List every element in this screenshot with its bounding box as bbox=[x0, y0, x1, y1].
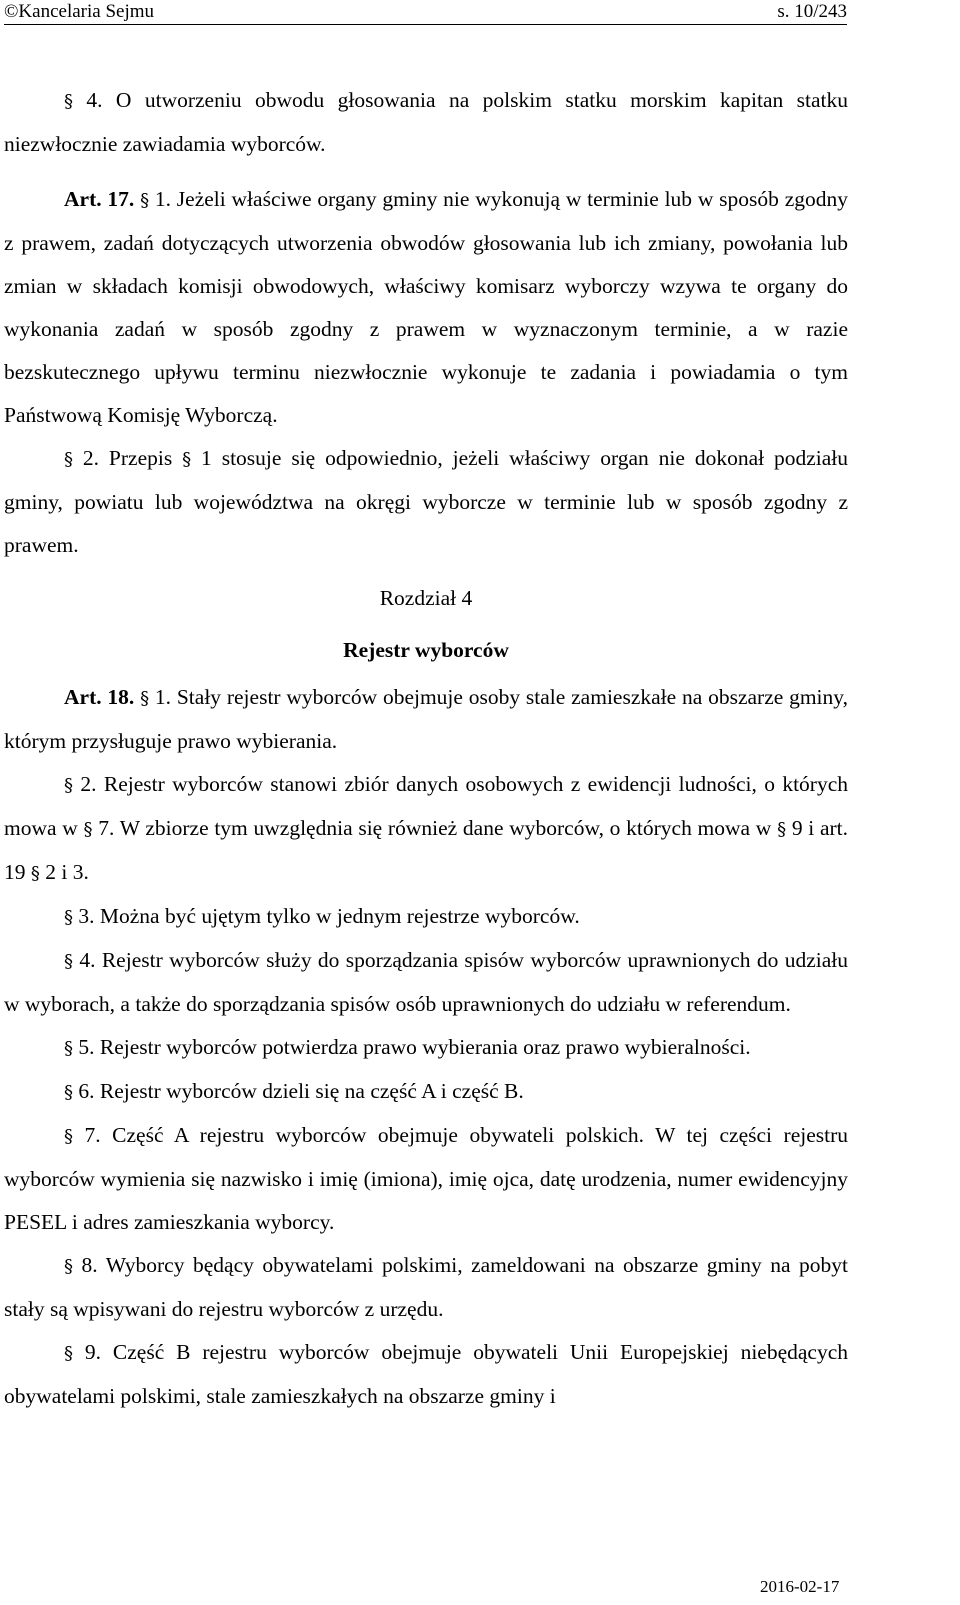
paragraph-text: 2. Rejestr wyborców stanowi zbiór danych osobowych z ewidencji ludności, o których mowa w bbox=[4, 772, 849, 840]
document-body bbox=[4, 79, 848, 1418]
paragraph-text: 6. Rejestr wyborców dzieli się na część A i część B. bbox=[78, 1079, 524, 1103]
paragraph-art16-4 bbox=[4, 79, 848, 166]
paragraph-art18-3 bbox=[4, 895, 848, 939]
section-sign: § bbox=[777, 819, 787, 840]
chapter-title: Rejestr wyborców bbox=[343, 638, 509, 662]
paragraph-text: 7. W zbiorze tym uwzględnia się również dane wyborców, o których mowa w bbox=[98, 816, 772, 840]
section-sign: § bbox=[64, 907, 73, 928]
paragraph-text: 4. O utworzeniu obwodu głosowania na polskim statku morskim kapitan statku niezwłocznie zawiadamia wyborców. bbox=[4, 88, 848, 156]
paragraph-text: 3. Można być ujętym tylko w jednym rejestrze wyborców. bbox=[78, 904, 580, 928]
paragraph-text: 5. Rejestr wyborców potwierdza prawo wybierania oraz prawo wybieralności. bbox=[78, 1035, 751, 1059]
paragraph-text: 7. Część A rejestru wyborców obejmuje obywateli polskich. W tej części rejestru wyborców wymienia się nazwisko i imię (imiona), imię ojca, datę urodzenia, numer ewidencyjny PESEL i adres zamieszkania wyborcy. bbox=[4, 1123, 849, 1234]
paragraph-text: 8. Wyborcy będący obywatelami polskimi, zameldowani na obszarze gminy na pobyt stały są wpisywani do rejestru wyborców z urzędu. bbox=[4, 1253, 848, 1321]
section-sign: § bbox=[64, 1038, 73, 1059]
paragraph-text: 1. Stały rejestr wyborców obejmuje osoby stale zamieszkałe na obszarze gminy, którym przysługuje prawo wybierania. bbox=[4, 685, 849, 753]
section-sign: § bbox=[64, 1082, 73, 1103]
paragraph-text: 2. Przepis bbox=[82, 446, 173, 470]
paragraph-art17-1 bbox=[4, 178, 848, 437]
footer-date: 2016-02-17 bbox=[760, 1577, 840, 1596]
paragraph-art18-1 bbox=[4, 676, 848, 763]
page-header bbox=[4, 0, 847, 25]
section-sign: § bbox=[64, 775, 73, 796]
paragraph-art18-6 bbox=[4, 1070, 848, 1114]
section-sign: § bbox=[64, 1343, 73, 1364]
paragraph-text: 9. Część B rejestru wyborców obejmuje obywateli Unii Europejskiej niebędących obywatelami polskimi, stale zamieszkałych na obszarze gminy i bbox=[4, 1340, 849, 1408]
section-sign: § bbox=[83, 819, 93, 840]
article-label: Art. 17. bbox=[64, 187, 135, 211]
paragraph-art18-9 bbox=[4, 1331, 848, 1418]
section-sign: § bbox=[30, 863, 40, 884]
section-sign: § bbox=[64, 1126, 73, 1147]
paragraph-art18-2 bbox=[4, 763, 848, 895]
paragraph-art18-8 bbox=[4, 1244, 848, 1331]
paragraph-text: 4. Rejestr wyborców służy do sporządzania spisów wyborców uprawnionych do udziału w wyborach, a także do sporządzania spisów osób uprawnionych do udziału w referendum. bbox=[4, 948, 848, 1016]
section-sign: § bbox=[182, 449, 192, 470]
paragraph-text: 1. Jeżeli właściwe organy gminy nie wykonują w terminie lub w sposób zgodny z prawem, zadań dotyczących utworzenia obwodów głosowania lub ich zmiany, powołania lub zmian w składach komisji obwodowych, właściwy komisarz wyborczy wzywa te organy do wykonania zadań w sposób zgodny z prawem w wyznaczonym terminie, a w razie bezskutecznego upływu terminu niezwłocznie wykonuje te zadania i powiadamia o tym Państwową Komisję Wyborczą. bbox=[4, 187, 848, 427]
copyright-text: ©Kancelaria Sejmu bbox=[4, 1, 155, 22]
chapter-number: Rozdział 4 bbox=[379, 586, 473, 610]
paragraph-art18-7 bbox=[4, 1114, 848, 1244]
section-sign: § bbox=[64, 1256, 73, 1277]
paragraph-text: 2 i 3. bbox=[45, 860, 89, 884]
section-sign: § bbox=[140, 688, 150, 709]
section-sign: § bbox=[64, 951, 73, 972]
section-sign: § bbox=[140, 190, 150, 211]
paragraph-art18-5 bbox=[4, 1026, 848, 1070]
article-label: Art. 18. bbox=[64, 685, 135, 709]
paragraph-art18-4 bbox=[4, 939, 848, 1026]
paragraph-text: 9 i art. 19 bbox=[4, 816, 849, 884]
section-sign: § bbox=[64, 449, 73, 470]
paragraph-art17-2 bbox=[4, 437, 848, 567]
page-number: s. 10/243 bbox=[777, 1, 847, 22]
section-sign: § bbox=[64, 91, 73, 112]
paragraph-text: 1 stosuje się odpowiednio, jeżeli właściwy organ nie dokonał podziału gminy, powiatu lub województwa na okręgi wyborcze w terminie lub w sposób zgodny z prawem. bbox=[4, 446, 849, 557]
